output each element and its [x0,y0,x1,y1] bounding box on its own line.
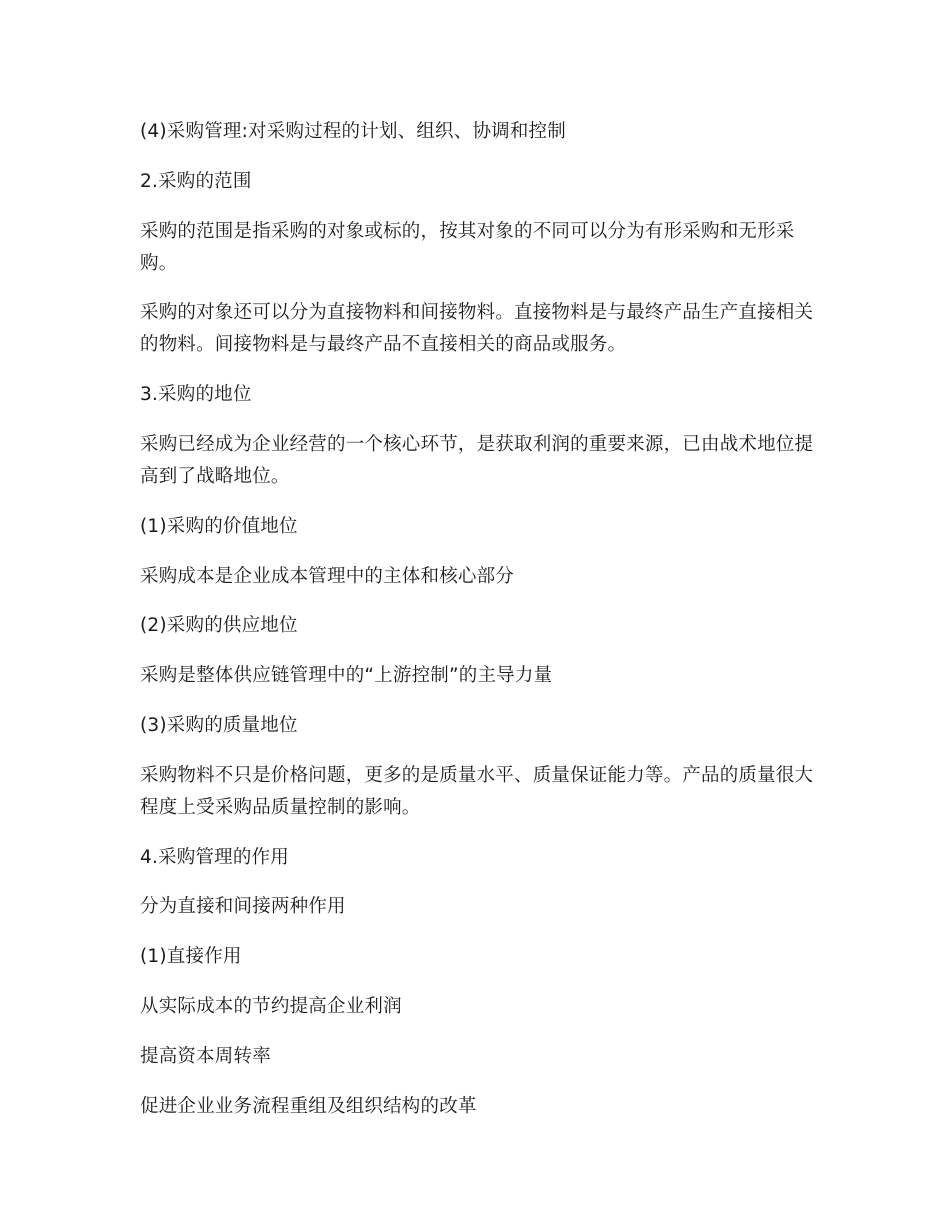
paragraph-procurement-management-definition: (4)采购管理:对采购过程的计划、组织、协调和控制 [140,121,566,142]
heading-procurement-role: 4.采购管理的作用 [140,846,289,868]
paragraph-supply-status: 采购是整体供应链管理中的“上游控制”的主导力量 [140,665,553,687]
list-item-cost-saving: 从实际成本的节约提高企业利润 [140,995,402,1017]
subheading-direct-role: (1)直接作用 [140,946,242,968]
paragraph-role-types: 分为直接和间接两种作用 [140,896,346,918]
paragraph-direct-indirect-materials: 采购的对象还可以分为直接物料和间接物料。直接物料是与最终产品生产直接相关的物料。间接物料是与最终产品不直接相关的商品或服务。 [140,302,814,356]
subheading-quality-status: (3)采购的质量地位 [140,714,298,736]
heading-procurement-scope: 2.采购的范围 [140,170,252,192]
subheading-value-status: (1)采购的价值地位 [140,515,298,537]
list-item-capital-turnover: 提高资本周转率 [140,1045,271,1067]
paragraph-strategic-status: 采购已经成为企业经营的一个核心环节，是获取利润的重要来源，已由战术地位提高到了战略地位。 [140,433,814,487]
paragraph-value-status: 采购成本是企业成本管理中的主体和核心部分 [140,565,515,587]
list-item-process-reform: 促进企业业务流程重组及组织结构的改革 [140,1095,477,1117]
paragraph-quality-status: 采购物料不只是价格问题，更多的是质量水平、质量保证能力等。产品的质量很大程度上受采购品质量控制的影响。 [140,764,814,818]
heading-procurement-status: 3.采购的地位 [140,384,252,406]
subheading-supply-status: (2)采购的供应地位 [140,615,298,637]
document-body [140,116,820,1140]
paragraph-scope-definition: 采购的范围是指采购的对象或标的，按其对象的不同可以分为有形采购和无形采购。 [140,220,795,274]
